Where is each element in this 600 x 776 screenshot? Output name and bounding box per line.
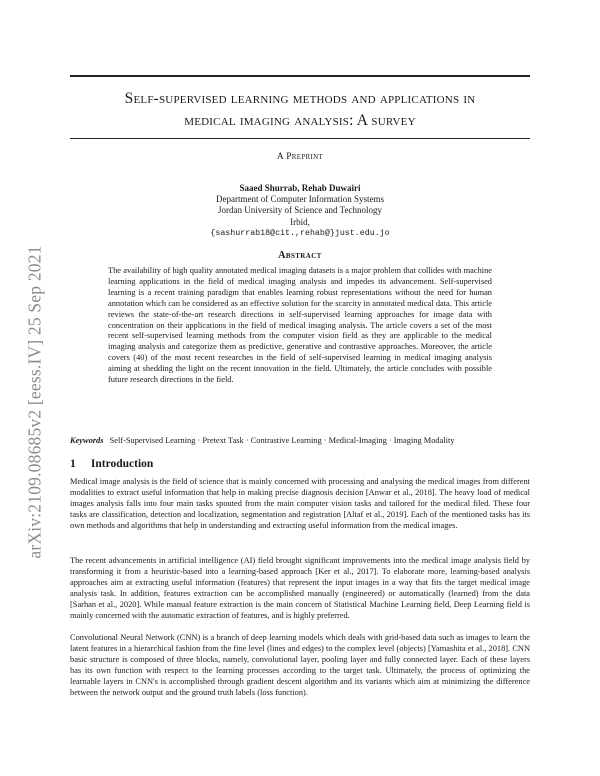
preprint-label: A Preprint <box>276 152 324 162</box>
title-line-1: Self-supervised learning methods and applications in <box>124 90 476 107</box>
author-block <box>70 183 530 239</box>
title-bottom-rule <box>70 138 530 139</box>
author-city: Irbid, <box>290 216 310 227</box>
abstract-text: The availability of high quality annotated medical imaging datasets is a major problem that collides with machine learning applications in the field of medical imaging analysis and impedes its advancement. Self-supervised learning is a recent training paradigm that enables learning robust representations without the need for human annotation which can be considered as an effective solution for the scarcity in annotated medical data. This article reviews the state-of-the-art research directions in self-supervised learning approaches for image data with concentration on their applications in the field of medical imaging analysis. The article covers a set of the most recent self-supervised learning methods from the computer vision field as they are applicable to the medical imaging analysis and categorize them as predictive, generative and contrastive approaches. Moreover, the article covers (40) of the most recent researches in the field of self-supervised learning in medical imaging analysis aiming at shedding the light on the recent innovation in the field. Ultimately, the article concludes with possible future research directions in the field. <box>108 266 492 385</box>
author-email: {sashurrab18@cit.,rehab@}just.edu.jo <box>210 228 390 238</box>
section-title: Introduction <box>90 458 154 470</box>
title-top-rule <box>70 75 530 77</box>
keywords-text: Self-Supervised Learning · Pretext Task · Contrastive Learning · Medical-Imaging · Imaging Modality <box>109 436 455 445</box>
section-number: 1 <box>70 458 76 470</box>
author-department: Department of Computer Information Systems <box>216 194 384 205</box>
intro-paragraph-1: Medical image analysis is the field of science that is mainly concerned with processing and analysing the medical images from different modalities to extract useful information that help in making precise diagnosis decision [Anwar et al., 2018]. The heavy load of medical images analysis falls into four main tasks spouted from the main computer vision tasks and tailored for the medical filed. These four tasks are classification, detection and localization, segmentation and registration [Altaf et al., 2019]. Each of the mentioned tasks has its own methods and algorithms that help in understanding and extracting useful information from the medical images. <box>70 477 530 530</box>
section-heading-introduction <box>70 458 530 470</box>
abstract-heading: Abstract <box>278 250 322 261</box>
author-names: Saaed Shurrab, Rehab Duwairi <box>239 183 361 193</box>
intro-paragraph-2: The recent advancements in artificial intelligence (AI) field brought significant improvements into the medical image analysis field by transforming it from a heuristic-based into a learning-based approach [Ker et al., 2017]. To elaborate more, learning-based analysis approaches aim at extracting useful information (features) that represent the input images in a way that fits the target medical image analysis task. In addition, features extraction can be accomplished manually (engineered) or automatically (learned) from the data [Sarhan et al., 2020]. While manual feature extraction is the main concern of Statistical Machine Learning field, Deep Learning field is mainly concerned with the automatic extraction of features, and is highly preferred. <box>70 556 530 620</box>
paper-title <box>70 88 530 132</box>
intro-paragraph-3: Convolutional Neural Network (CNN) is a branch of deep learning models which deals with grid-based data such as images to learn the latent features in a hierarchical fashion from the fine level (lines and edges) to the complex level (objects) [Yamashita et al., 2018]. CNN basic structure is composed of three blocks, namely, convolutional layer, pooling layer and fully connected layer. Each of these layers has its own function with respect to the learning processes according to the target task. Ultimately, the process of optimizing the learnable layers in CNN's is accomplished through gradient descent algorithm and its variants which aim at minimizing the difference between the network output and the ground truth labels (loss function). <box>70 633 530 697</box>
keywords-label: Keywords <box>70 436 104 445</box>
keywords-line <box>70 435 530 446</box>
title-line-2: medical imaging analysis: A survey <box>184 112 416 129</box>
author-university: Jordan University of Science and Technology <box>218 205 382 216</box>
arxiv-identifier: arXiv:2109.08685v2 [eess.IV] 25 Sep 2021 <box>24 245 45 559</box>
